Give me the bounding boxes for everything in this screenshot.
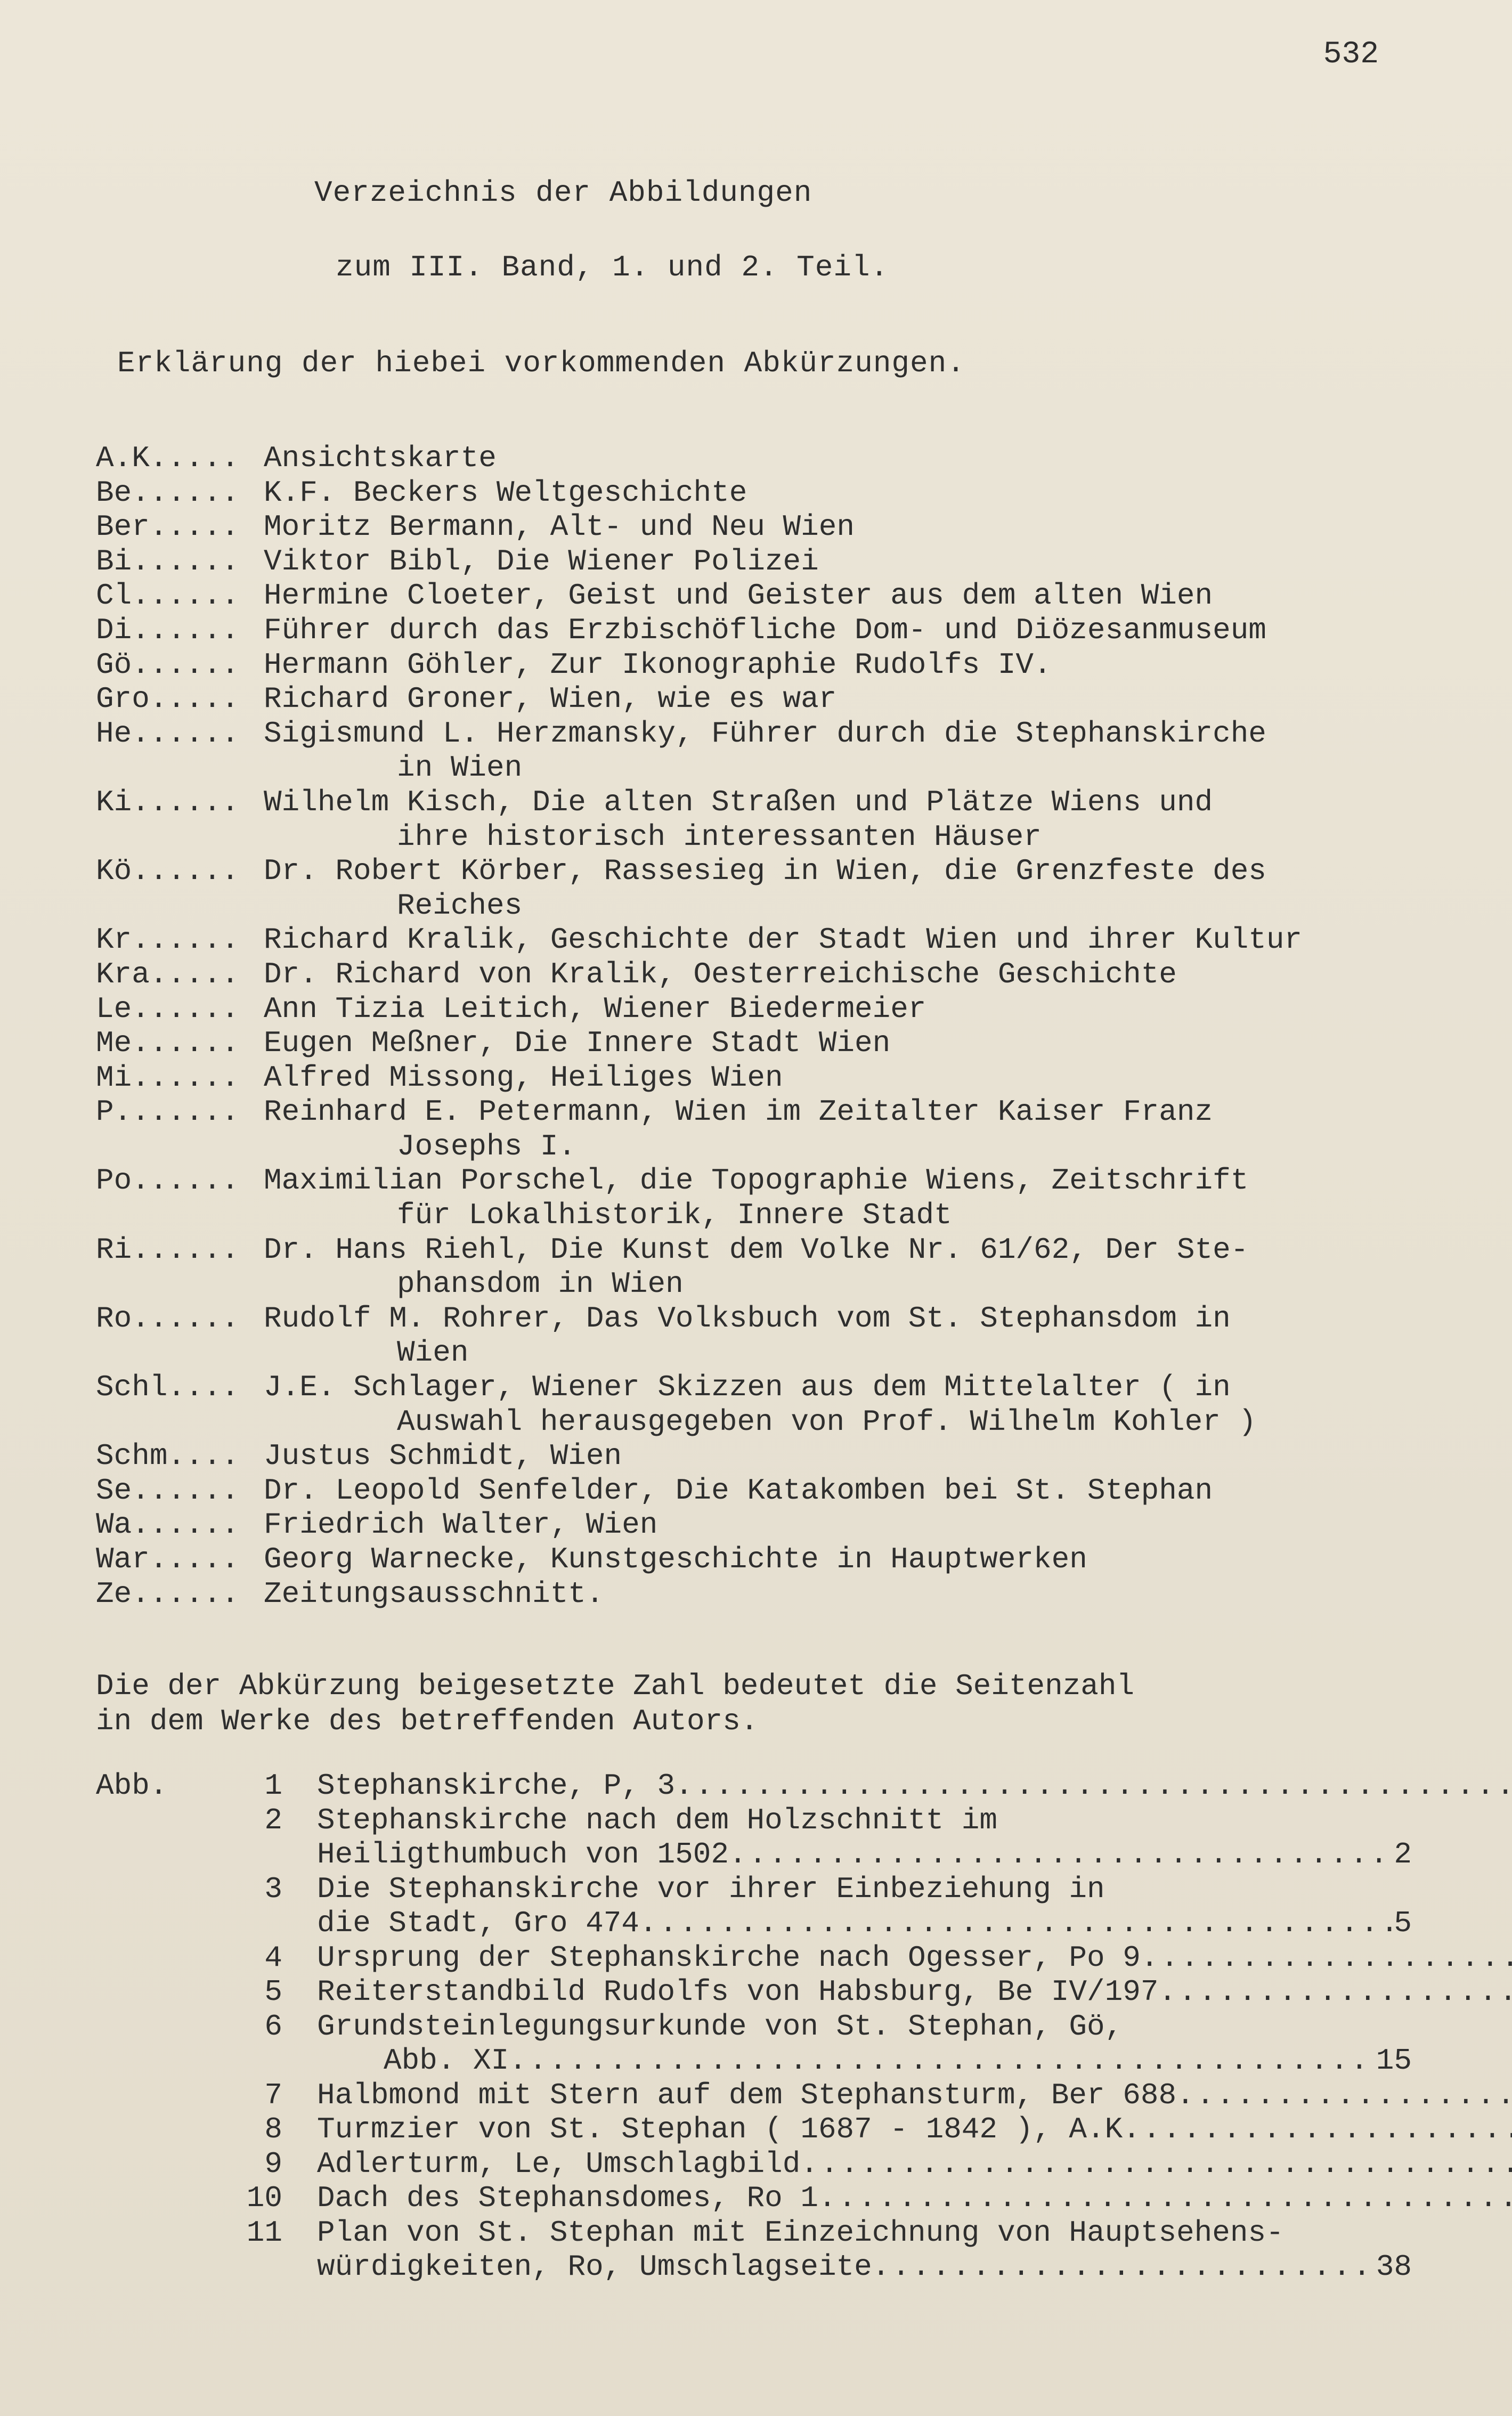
abbreviation-entry: [96, 613, 1460, 648]
abbreviation-entry: [96, 785, 1460, 820]
abbreviation-source: Richard Groner, Wien, wie es war: [264, 682, 837, 717]
figure-title: Stephanskirche, P, 3: [317, 1769, 676, 1803]
figure-body: [282, 1975, 1512, 2010]
abbreviation-entry: [96, 1301, 1460, 1336]
figure-number: 11: [246, 2215, 282, 2250]
figure-title: Halbmond mit Stern auf dem Stephansturm, Ber 688: [317, 2078, 1177, 2112]
figure-prefix: [96, 2010, 197, 2044]
abbreviation-key: Schl....: [96, 1370, 239, 1405]
abbreviation-entry: [96, 923, 1460, 957]
figure-prefix: [96, 2216, 197, 2250]
abbreviation-key: Ki......: [96, 785, 239, 819]
figure-entry: [96, 2010, 1412, 2044]
figure-prefix: [96, 1803, 197, 1838]
abbreviation-source: Führer durch das Erzbischöfliche Dom- und Diözesanmuseum: [264, 613, 1266, 647]
figure-entry: [96, 1941, 1412, 1975]
leader-dots: [1123, 2112, 1512, 2147]
abbreviation-source: Ansichtskarte: [264, 441, 497, 475]
abbreviation-entry: [96, 1474, 1460, 1508]
figure-body: [282, 1769, 1512, 1803]
leader-dots: [1158, 1975, 1512, 2010]
abbreviation-key: Po......: [96, 1164, 239, 1198]
figure-number: 7: [264, 2078, 282, 2112]
figure-number: 2: [264, 1803, 282, 1837]
leader-dots: [800, 2147, 1512, 2182]
figure-number: 1: [264, 1769, 282, 1803]
abbreviation-entry: [96, 1095, 1460, 1129]
page-subtitle: zum III. Band, 1. und 2. Teil.: [336, 250, 889, 284]
abbreviation-key: Se......: [96, 1473, 239, 1508]
abbreviation-entry: [96, 854, 1460, 889]
abbreviation-entry: [96, 1370, 1460, 1405]
abbreviation-entry: [96, 717, 1460, 751]
leader-dots: [872, 2250, 1376, 2284]
figure-number: 3: [264, 1872, 282, 1906]
abbreviation-source-continued: phansdom in Wien: [397, 1267, 684, 1301]
abbreviation-source: Reinhard E. Petermann, Wien im Zeitalter Kaiser Franz: [264, 1095, 1213, 1129]
abbreviation-source: Hermine Cloeter, Geist und Geister aus dem alten Wien: [264, 579, 1213, 613]
abbreviation-key: Kö......: [96, 854, 239, 889]
figure-entry: [96, 1803, 1412, 1838]
figure-body: [282, 2216, 1412, 2250]
leader-dots: [509, 2044, 1376, 2078]
leader-dots: [1141, 1941, 1512, 1975]
abbreviation-source: Dr. Leopold Senfelder, Die Katakomben bei St. Stephan: [264, 1473, 1213, 1508]
abbreviation-source: Maximilian Porschel, die Topographie Wiens, Zeitschrift: [264, 1164, 1249, 1198]
figure-prefix: [96, 2181, 197, 2216]
abbreviation-source: Justus Schmidt, Wien: [264, 1439, 622, 1474]
abbreviation-source: K.F. Beckers Weltgeschichte: [264, 475, 747, 510]
abbreviation-source-continued: für Lokalhistorik, Innere Stadt: [397, 1198, 952, 1233]
figure-number: 9: [264, 2146, 282, 2181]
abbreviation-entry: [96, 992, 1460, 1027]
abbreviation-entry: [96, 1577, 1460, 1612]
abbreviation-entry: [96, 1439, 1460, 1474]
figure-number: 10: [246, 2181, 282, 2215]
figure-body: [282, 2181, 1512, 2216]
abbreviation-entry: [96, 957, 1460, 992]
abbreviation-source-continued: in Wien: [397, 751, 523, 785]
figure-prefix: [96, 1872, 197, 1907]
figure-prefix: Abb.: [96, 1769, 168, 1803]
figure-page: 2: [1394, 1837, 1412, 1872]
abbreviation-source: Georg Warnecke, Kunstgeschichte in Hauptwerken: [264, 1542, 1087, 1576]
figure-title: Die Stephanskirche vor ihrer Einbeziehung in: [317, 1872, 1105, 1906]
figure-body: [282, 1803, 1412, 1838]
figure-title: Turmzier von St. Stephan ( 1687 - 1842 ), A.K: [317, 2112, 1123, 2146]
leader-dots: [639, 1906, 1394, 1941]
figure-title: Dach des Stephansdomes, Ro 1: [317, 2181, 818, 2215]
abbreviation-entry: [96, 648, 1460, 682]
abbreviation-key: Kr......: [96, 923, 239, 957]
abbreviation-key: Me......: [96, 1026, 239, 1061]
abbreviation-source: Hermann Göhler, Zur Ikonographie Rudolfs IV.: [264, 647, 1052, 682]
figure-title-continued-text: würdigkeiten, Ro, Umschlagseite: [317, 2250, 872, 2284]
figure-entry: [96, 1769, 1412, 1803]
abbreviation-source-continued: ihre historisch interessanten Häuser: [397, 819, 1042, 854]
abbreviation-source: Eugen Meßner, Die Innere Stadt Wien: [264, 1026, 891, 1061]
abbreviation-key: A.K.....: [96, 441, 239, 475]
abbreviation-key: Ro......: [96, 1301, 239, 1336]
abbreviation-entry: [96, 1026, 1460, 1061]
abbreviation-source: Moritz Bermann, Alt- und Neu Wien: [264, 510, 855, 544]
abbreviation-source-continued: Auswahl herausgegeben von Prof. Wilhelm Kohler ): [397, 1404, 1257, 1439]
abbreviation-key: Ber.....: [96, 510, 239, 544]
abbreviation-key: Wa......: [96, 1508, 239, 1542]
abbreviation-source: Viktor Bibl, Die Wiener Polizei: [264, 544, 819, 579]
abbreviation-source: Wilhelm Kisch, Die alten Straßen und Plätze Wiens und: [264, 785, 1213, 819]
page-title: Verzeichnis der Abbildungen: [314, 176, 812, 210]
abbreviation-entry: [96, 1508, 1460, 1542]
figure-entry: [96, 2147, 1412, 2182]
figure-prefix: [96, 1975, 197, 2010]
abbreviation-list: [96, 441, 1460, 1611]
abbreviation-source: Rudolf M. Rohrer, Das Volksbuch vom St. Stephansdom in: [264, 1301, 1231, 1336]
abbreviation-key: Gö......: [96, 647, 239, 682]
figure-title-continued: [96, 1837, 1412, 1872]
figure-prefix: [96, 1941, 197, 1975]
abbreviation-entry: [96, 682, 1460, 717]
figure-title-continued-text: die Stadt, Gro 474: [317, 1906, 639, 1940]
abbreviation-entry: [96, 1164, 1460, 1198]
abbreviation-source-continued: Wien: [397, 1336, 469, 1370]
figure-prefix: [96, 2112, 197, 2147]
figure-list: [96, 1769, 1412, 2284]
figure-body: [282, 1872, 1412, 1907]
figure-entry: [96, 2216, 1412, 2250]
figure-number: 5: [264, 1975, 282, 2009]
figure-body: [282, 1941, 1512, 1975]
figure-prefix: [96, 2147, 197, 2182]
abbreviation-key: Be......: [96, 475, 239, 510]
abbreviation-key: Ri......: [96, 1232, 239, 1267]
figure-body: [282, 2112, 1512, 2147]
abbreviation-entry: [96, 1061, 1460, 1095]
abbreviation-key: P.......: [96, 1095, 239, 1129]
abbreviation-source: Zeitungsausschnitt.: [264, 1576, 604, 1611]
abbreviation-entry: [96, 1542, 1460, 1577]
leader-dots: [675, 1769, 1512, 1803]
abbreviation-entry: [96, 476, 1460, 510]
abbreviation-key: Ze......: [96, 1576, 239, 1611]
figure-title: Reiterstandbild Rudolfs von Habsburg, Be IV/197: [317, 1975, 1159, 2009]
abbreviation-key: Mi......: [96, 1060, 239, 1095]
figure-title-continued: [96, 2250, 1412, 2284]
figure-number: 4: [264, 1940, 282, 1975]
note-line: in dem Werke des betreffenden Autors.: [96, 1704, 759, 1738]
figure-page: 15: [1376, 2044, 1412, 2078]
figure-entry: [96, 2078, 1412, 2113]
abbreviation-source: Ann Tizia Leitich, Wiener Biedermeier: [264, 991, 926, 1026]
leader-dots: [1176, 2078, 1512, 2113]
abbreviation-key: Di......: [96, 613, 239, 647]
abbreviation-source: J.E. Schlager, Wiener Skizzen aus dem Mittelalter ( in: [264, 1370, 1231, 1405]
abbreviation-source-continued: Josephs I.: [397, 1129, 576, 1164]
figure-title-continued-text: Heiligthumbuch von 1502: [317, 1837, 729, 1872]
abbreviation-source: Dr. Richard von Kralik, Oesterreichische Geschichte: [264, 957, 1177, 991]
figure-title-continued-text: Abb. XI: [384, 2044, 509, 2078]
abbreviation-entry: [96, 579, 1460, 613]
figure-number: 8: [264, 2112, 282, 2146]
figure-entry: [96, 1975, 1412, 2010]
figure-title-continued: [96, 1906, 1412, 1941]
abbreviation-source: Dr. Robert Körber, Rassesieg in Wien, die Grenzfeste des: [264, 854, 1266, 889]
figure-body: [282, 2010, 1412, 2044]
figure-entry: [96, 2112, 1412, 2147]
abbreviation-entry: [96, 441, 1460, 476]
figure-title: Grundsteinlegungsurkunde von St. Stephan, Gö,: [317, 2009, 1123, 2044]
figure-number: 6: [264, 2009, 282, 2044]
leader-dots: [818, 2181, 1512, 2216]
abbreviation-key: He......: [96, 716, 239, 751]
abbreviation-source: Sigismund L. Herzmansky, Führer durch die Stephanskirche: [264, 716, 1266, 751]
abbreviation-source: Alfred Missong, Heiliges Wien: [264, 1060, 783, 1095]
abbreviation-key: Kra.....: [96, 957, 239, 991]
abbreviation-key: Le......: [96, 991, 239, 1026]
abbreviation-key: War.....: [96, 1542, 239, 1576]
figure-body: [282, 2147, 1512, 2182]
figure-title: Ursprung der Stephanskirche nach Ogesser, Po 9: [317, 1940, 1141, 1975]
leader-dots: [729, 1837, 1394, 1872]
figure-prefix: [96, 2078, 197, 2113]
figure-title: Plan von St. Stephan mit Einzeichnung von Hauptsehens-: [317, 2215, 1284, 2250]
note-line: Die der Abkürzung beigesetzte Zahl bedeutet die Seitenzahl: [96, 1669, 1135, 1703]
abbreviation-key: Bi......: [96, 544, 239, 579]
figure-title: Stephanskirche nach dem Holzschnitt im: [317, 1803, 998, 1837]
figure-entry: [96, 1872, 1412, 1907]
abbreviation-key: Schm....: [96, 1439, 239, 1474]
abbreviation-entry: [96, 1233, 1460, 1267]
figure-page: 5: [1394, 1906, 1412, 1940]
figure-entry: [96, 2181, 1412, 2216]
abbreviation-source: Richard Kralik, Geschichte der Stadt Wien und ihrer Kultur: [264, 923, 1303, 957]
abbreviation-entry: [96, 510, 1460, 544]
figure-body: [282, 2078, 1512, 2113]
figure-page: 38: [1376, 2250, 1412, 2284]
abbreviation-entry: [96, 544, 1460, 579]
abbreviation-key: Gro.....: [96, 682, 239, 717]
page-number: 532: [1323, 37, 1379, 72]
figure-title: Adlerturm, Le, Umschlagbild: [317, 2146, 801, 2181]
abbreviation-source-continued: Reiches: [397, 888, 523, 923]
abbreviations-heading: Erklärung der hiebei vorkommenden Abkürzungen.: [117, 346, 965, 380]
figure-title-continued: [96, 2044, 1412, 2078]
abbreviation-note: [96, 1669, 1438, 1739]
abbreviation-source: Friedrich Walter, Wien: [264, 1508, 658, 1542]
abbreviation-key: Cl......: [96, 579, 239, 613]
abbreviation-source: Dr. Hans Riehl, Die Kunst dem Volke Nr. 61/62, Der Ste-: [264, 1232, 1249, 1267]
